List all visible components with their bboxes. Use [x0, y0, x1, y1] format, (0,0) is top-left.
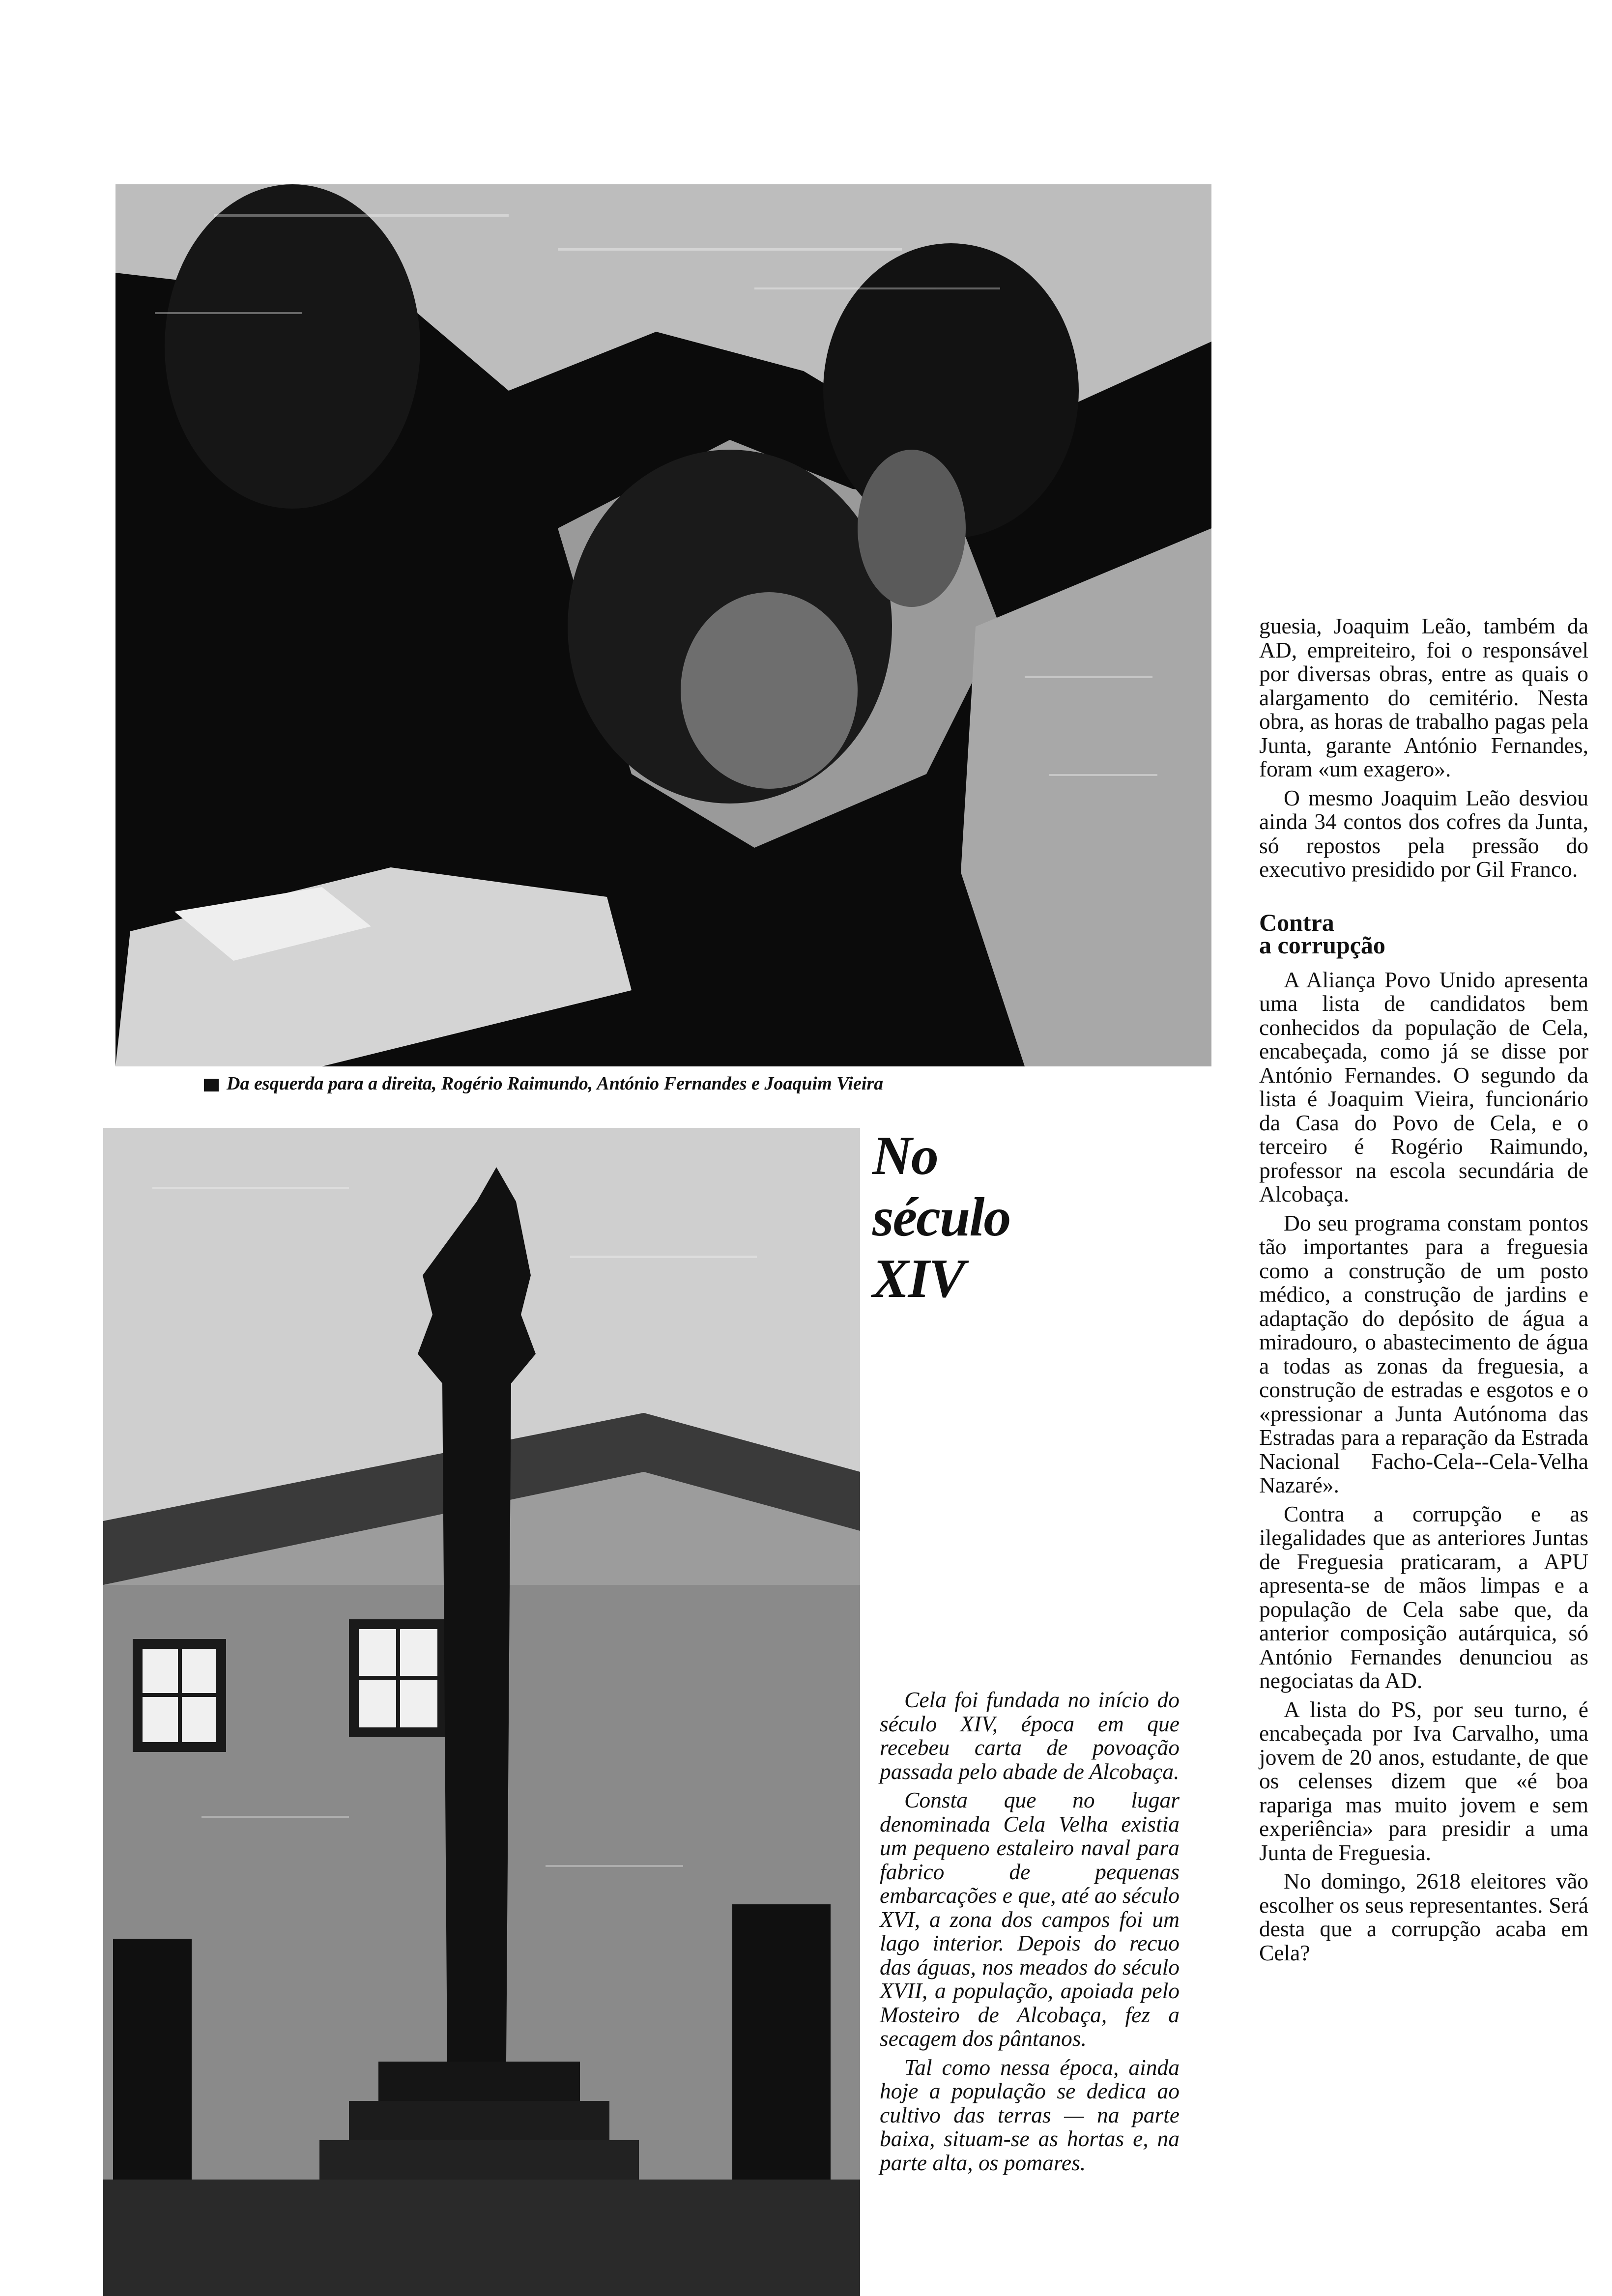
right-paragraph-7: No domingo, 2618 eleitores vão escolher os seus representantes. Será desta que a corrupção acaba em Cela? — [1259, 1868, 1588, 1965]
right-paragraph-intro: guesia, Joaquim Leão, também da AD, empreiteiro, foi o responsável por diversas obras, entre as quais o alargamento do cemitério. Nesta obra, as horas de trabalho pagas pela Junta, garante António Fernandes, foram «um exagero». — [1259, 613, 1588, 781]
right-paragraph-4: Do seu programa constam pontos tão importantes para a freguesia como a construção de um posto médico, a construção de jardins e adaptação do depósito de água a miradouro, o abastecimento de água a todas as zonas da freguesia, a construção de estradas e esgotos e o «pressionar a Junta Autónoma das Estradas para a reparação da Estrada Nacional Facho-Cela--Cela-Velha Nazaré». — [1259, 1210, 1588, 1497]
caption-bullet-icon — [204, 1079, 219, 1091]
right-paragraph-6: A lista do PS, por seu turno, é encabeçada por Iva Carvalho, uma jovem de 20 anos, estudante, de que os celenses dizem que «é boa rapariga mas muito jovem e sem experiência» para presidir a uma Junta de Freguesia. — [1259, 1696, 1588, 1865]
column-right — [1259, 614, 1588, 1970]
subheading — [1259, 908, 1588, 959]
headline-line-1: No — [872, 1125, 938, 1186]
middle-paragraph-3: Tal como nessa época, ainda hoje a população se dedica ao cultivo das terras — na parte baixa, situam-se as hortas e, na parte alta, os pomares. — [880, 2054, 1180, 2175]
headline — [872, 1125, 1079, 1310]
photo-caption — [204, 1073, 1211, 1094]
subheading-line-1: Contra — [1259, 908, 1334, 936]
middle-paragraph-2: Consta que no lugar denominada Cela Velha existia um pequeno estaleiro naval para fabrico de pequenas embarcações e que, até ao século XVI, a zona dos campos foi um lago interior. Depois do recuo das águas, nos meados do século XVII, a população, apoiada pelo Mosteiro de Alcobaça, fez a secagem dos pântanos. — [880, 1787, 1180, 2051]
photo-bottom-image — [103, 1128, 860, 2296]
photo-pillory-and-house — [103, 1128, 860, 2296]
right-paragraph-3: A Aliança Povo Unido apresenta uma lista de candidatos bem conhecidos da população de Cela, encabeçada, como já se disse por António Fernandes. O segundo da lista é Joaquim Vieira, funcionário da Casa do Povo de Cela, e o terceiro é Rogério Raimundo, professor na escola secundária de Alcobaça. — [1259, 967, 1588, 1206]
headline-line-2: século — [872, 1187, 1010, 1248]
headline-line-3: XIV — [872, 1248, 964, 1309]
right-paragraph-5: Contra a corrupção e as ilegalidades que as anteriores Juntas de Freguesia praticaram, a APU apresenta-se de mãos limpas e a população de Cela sabe que, da anterior composição autárquica, só António Fernandes denunciou as negociatas da AD. — [1259, 1501, 1588, 1693]
photo-top-image — [115, 184, 1211, 1066]
column-middle — [880, 1688, 1180, 2180]
subheading-line-2: a corrupção — [1259, 931, 1385, 959]
middle-paragraph-1: Cela foi fundada no início do século XIV, época em que recebeu carta de povoação passada pelo abade de Alcobaça. — [880, 1687, 1180, 1784]
caption-text: Da esquerda para a direita, Rogério Raimundo, António Fernandes e Joaquim Vieira — [227, 1073, 884, 1094]
right-paragraph-2: O mesmo Joaquim Leão desviou ainda 34 contos dos cofres da Junta, só repostos pela pressão do executivo presidido por Gil Franco. — [1259, 785, 1588, 882]
photo-men-reviewing-document — [115, 184, 1211, 1066]
